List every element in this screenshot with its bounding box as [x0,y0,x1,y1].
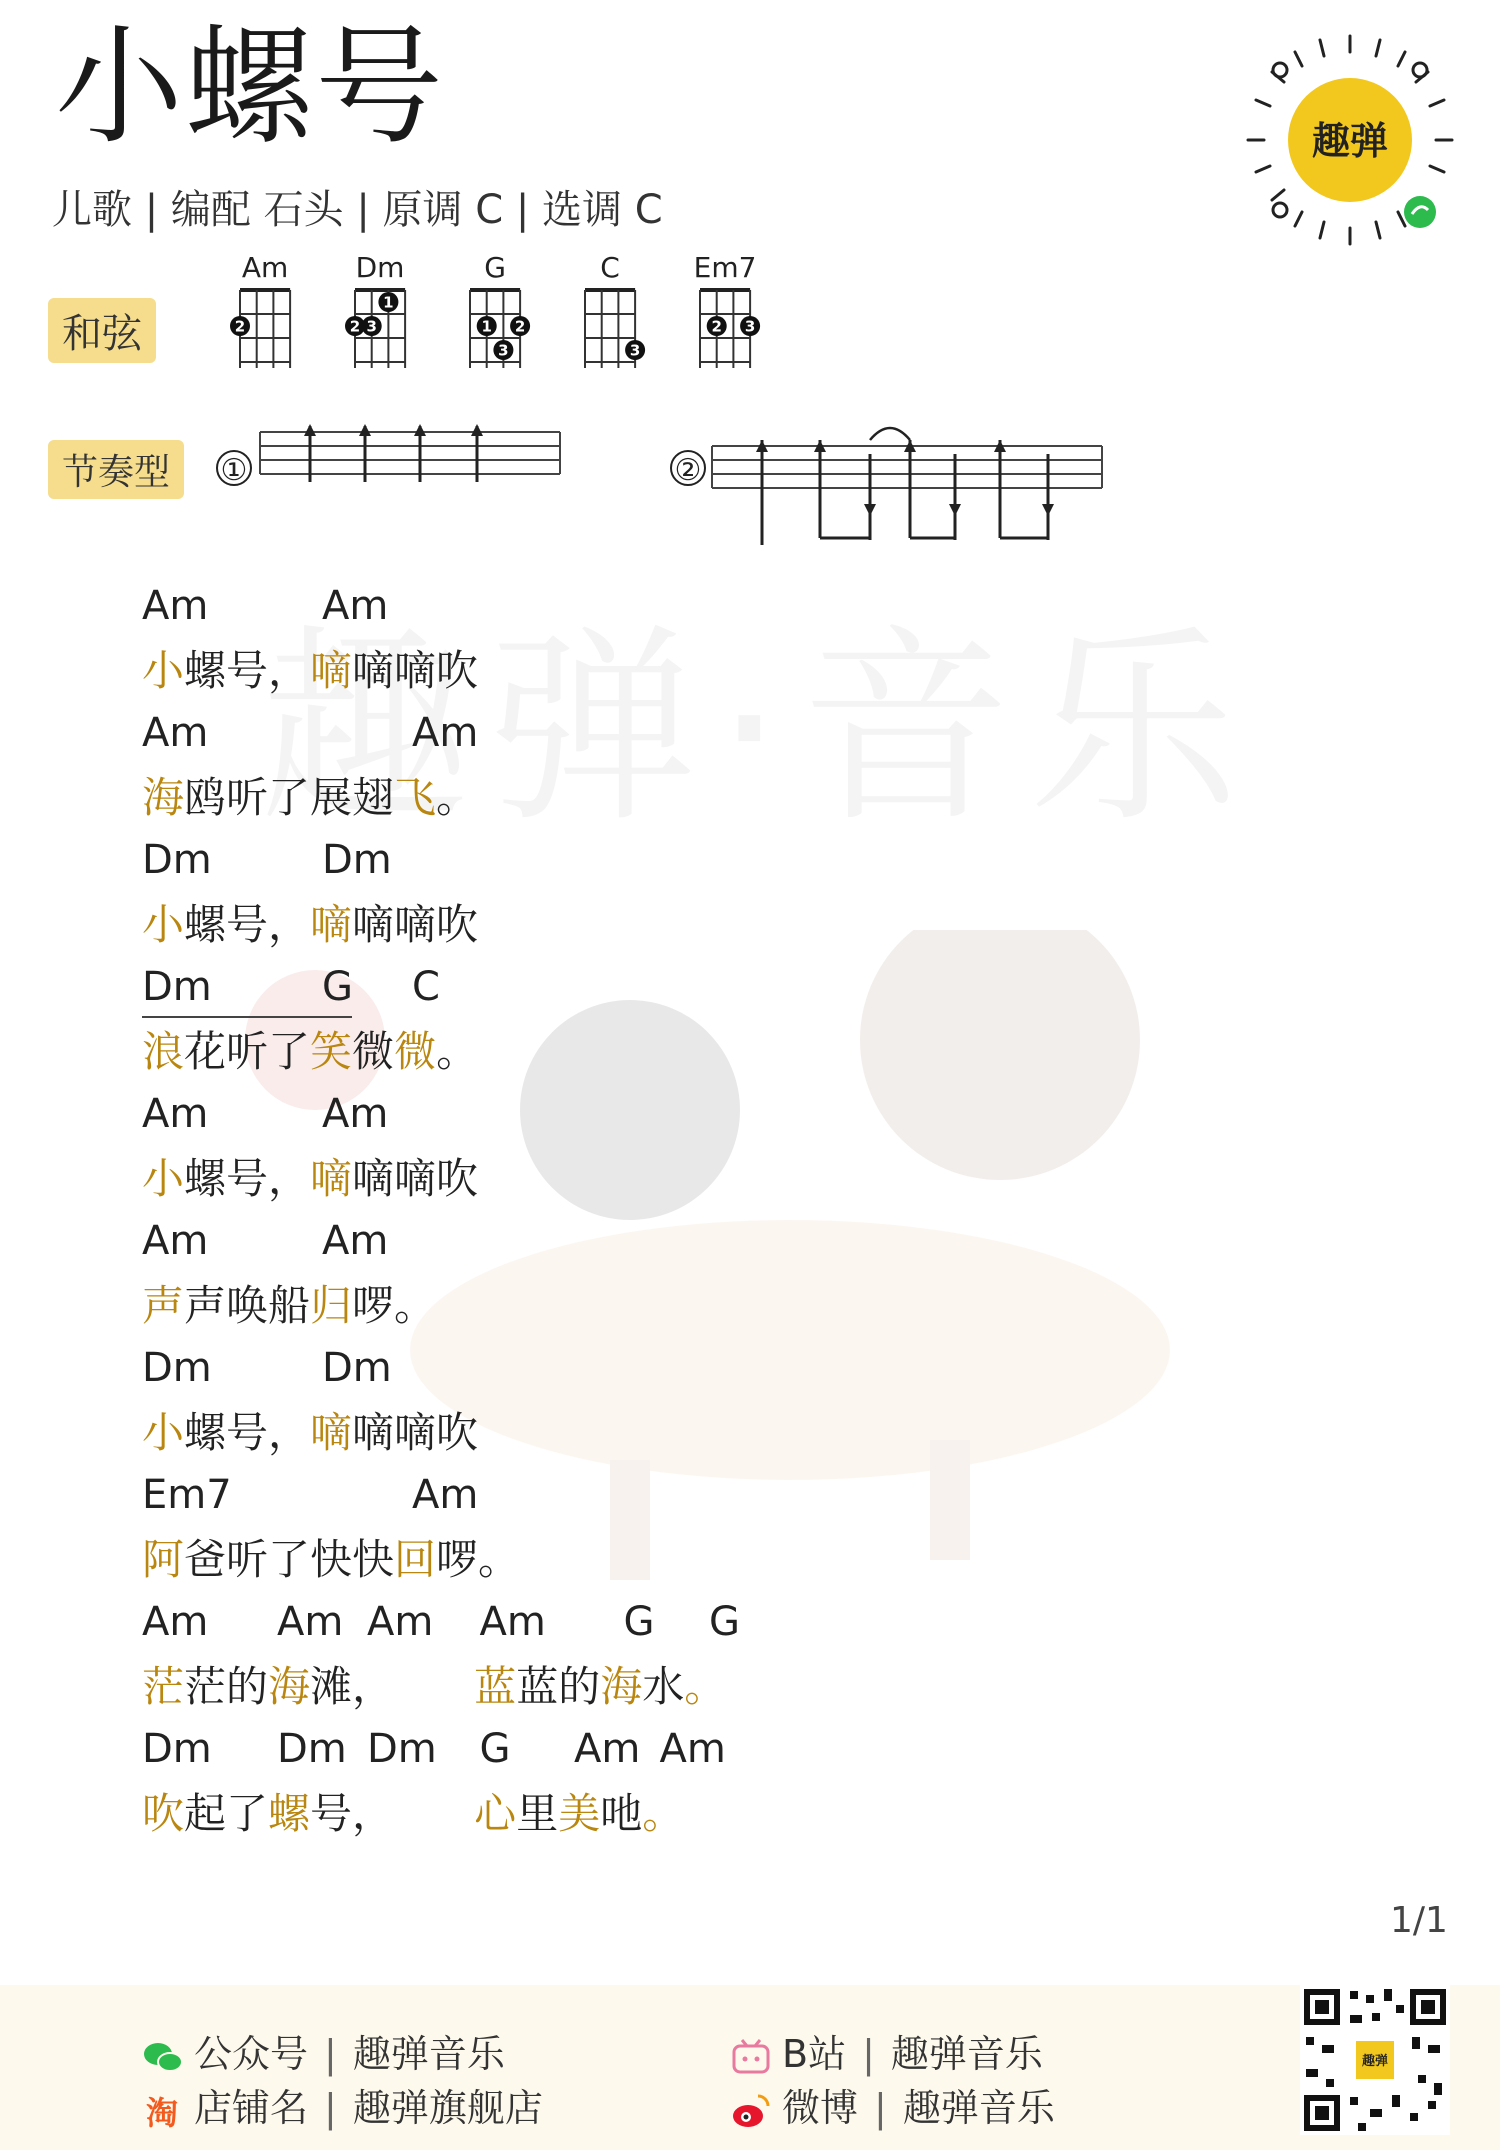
footer [0,1985,1500,2150]
footer-taobao-label: 店铺名 [194,2086,309,2130]
chord-label: Dm [142,1726,212,1772]
finger-number: 3 [629,341,641,360]
lyric-text: 嘀嘀吹 [352,1407,479,1457]
lyric-text: 嘀嘀吹 [352,1153,479,1203]
weibo-icon [730,2090,772,2132]
lyric-text: 蓝的 [516,1661,601,1711]
lyric-text: 螺号， [184,899,311,949]
finger-number: 1 [481,317,492,336]
lyric-line [142,1020,726,1084]
chord-diagram-am [230,255,290,368]
rhythm-2-label: ② [674,453,702,488]
chord-label: Am [142,1218,209,1264]
chord-label: Am [659,1726,726,1772]
lyric-line [142,1274,726,1338]
separator: | [862,2032,875,2076]
footer-bilibili-label: B站 [782,2032,847,2076]
separator: | [874,2086,887,2130]
lyric-line [142,893,726,957]
chord-diagram-em7 [694,255,760,368]
chord-name: Am [241,255,289,284]
quzhan-logo-icon [1240,30,1460,250]
chord-line [142,1591,740,1655]
chord-label: C [412,964,440,1010]
lyric-highlight: 小 [142,899,185,949]
chord-label: Am [142,1599,209,1645]
lyric-line [142,1655,726,1719]
chord-label: Dm [322,1345,392,1391]
lyric-highlight: 飞 [394,772,437,822]
lyric-text: 微 [352,1026,395,1076]
lyric-highlight: 嘀 [310,899,353,949]
chord-label: Am [412,1472,479,1518]
finger-number: 1 [383,293,394,312]
footer-taobao[interactable] [142,2077,543,2132]
rhythm-tag: 节奏型 [48,440,184,499]
footer-wechat-label: 公众号 [194,2032,309,2076]
lyric-highlight: 海 [142,772,185,822]
footer-weibo-value: 趣弹音乐 [902,2086,1055,2130]
lyric-highlight: 小 [142,1153,185,1203]
chord-label: G [322,964,353,1010]
chord-diagram-g [470,255,530,368]
lyric-highlight: 小 [142,1407,185,1457]
song-title: 小螺号 [55,13,446,162]
lyric-highlight: 声 [142,1280,185,1330]
lyric-highlight: 微 [394,1026,437,1076]
chord-name: C [600,255,620,284]
qr-code-icon [1300,1985,1450,2135]
lyric-text: 起了 [184,1788,269,1838]
lyric-highlight: 海 [268,1661,311,1711]
bilibili-icon [730,2036,772,2078]
lyric-text [394,1662,474,1711]
chord-label: Dm [142,837,212,883]
lyric-highlight: 回 [394,1534,437,1584]
rhythm-patterns [210,420,1110,560]
chord-label: Am [367,1599,434,1645]
lyric-text: 嘀嘀吹 [352,645,479,695]
lyric-highlight: 美 [558,1788,601,1838]
lyric-highlight: 小 [142,645,185,695]
lyric-line [142,1528,726,1592]
separator: | [324,2032,337,2076]
phrase-underline [142,1016,352,1018]
chord-label: Dm [142,964,212,1010]
chord-label: Dm [142,1345,212,1391]
chord-line [142,829,726,893]
chord-line [142,956,726,1020]
separator: | [324,2086,337,2130]
chord-label: Am [142,583,209,629]
footer-taobao-value: 趣弹旗舰店 [352,2086,543,2130]
chord-line [142,1464,726,1528]
lyric-highlight: 海 [600,1661,643,1711]
chord-line [142,1337,726,1401]
lyric-text: 花听了 [184,1026,311,1076]
lyric-highlight: 心 [474,1788,517,1838]
finger-number: 2 [711,317,722,336]
lyric-highlight: 嘀 [310,1407,353,1457]
chord-label: Am [574,1726,641,1772]
lyric-text: 里 [516,1788,559,1838]
chord-label: Am [277,1599,344,1645]
lyric-highlight: 嘀 [310,645,353,695]
song-subtitle: 儿歌 | 编配 石头 | 原调 C | 选调 C [52,187,663,233]
lyric-text: 螺号， [184,645,311,695]
logo-text: 趣弹 [1311,119,1389,163]
chord-label: Am [142,1091,209,1137]
chord-label: G [709,1599,740,1645]
lyric-line [142,766,726,830]
chord-label: Am [322,1091,389,1137]
chord-diagram-c [585,255,645,368]
lyric-highlight: 阿 [142,1534,185,1584]
lyric-highlight: 笑 [310,1026,353,1076]
lyric-text: 啰。 [436,1534,521,1584]
chord-label: Am [142,710,209,756]
lyric-text: 。 [436,772,479,822]
chord-label: Dm [322,837,392,883]
lyric-highlight: 茫 [142,1661,185,1711]
lyric-highlight: 。 [642,1788,685,1838]
finger-number: 2 [234,317,246,336]
lyric-text: 吔 [600,1788,643,1838]
lyric-highlight: 浪 [142,1026,185,1076]
lyric-text: 水 [642,1661,685,1711]
finger-number: 3 [744,317,756,336]
lyric-line [142,1782,726,1846]
chord-diagram-dm [345,255,405,368]
lyric-highlight: 。 [684,1661,727,1711]
chord-line [142,702,726,766]
rhythm-1-label: ① [220,453,248,488]
footer-weibo[interactable] [730,2077,1055,2132]
lyric-line [142,639,726,703]
finger-number: 3 [366,317,377,336]
taobao-icon [142,2090,184,2132]
chord-label: Am [322,583,389,629]
footer-weibo-label: 微博 [782,2086,859,2130]
lyrics-block [142,575,740,1845]
finger-number: 3 [498,341,509,360]
lyric-highlight: 归 [310,1280,353,1330]
lyric-text: 鸥听了展翅 [184,772,395,822]
chord-label: G [479,1726,511,1772]
finger-number: 2 [514,317,526,336]
lyric-text: 茫的 [184,1661,269,1711]
finger-number: 2 [349,317,361,336]
chord-label: Dm [367,1726,437,1772]
qr-logo-text: 趣弹 [1361,2054,1389,2069]
wechat-icon [142,2036,184,2078]
lyric-highlight: 蓝 [474,1661,517,1711]
chord-label: Dm [277,1726,347,1772]
lyric-text: 。 [436,1026,479,1076]
chord-label: Em7 [142,1472,232,1518]
footer-wechat-value: 趣弹音乐 [352,2032,505,2076]
lyric-text: 滩， [310,1661,395,1711]
chord-name: Em7 [693,255,757,284]
lyric-text: 螺号， [184,1153,311,1203]
lyric-text: 号， [310,1788,395,1838]
chord-label: G [623,1599,655,1645]
lyric-highlight: 吹 [142,1788,185,1838]
chord-name: G [484,255,506,284]
rhythm-pattern-2 [671,428,1102,545]
lyric-line [142,1147,726,1211]
chord-label: Am [479,1599,546,1645]
page-number: 1/1 [1390,1900,1448,1941]
chords-tag: 和弦 [48,298,156,363]
chord-line [142,575,726,639]
footer-bilibili[interactable] [730,2023,1043,2078]
lyric-text: 嘀嘀吹 [352,899,479,949]
footer-bilibili-value: 趣弹音乐 [890,2032,1043,2076]
chord-line [142,1718,726,1782]
chord-line [142,1210,726,1274]
lyric-text: 爸听了快快 [184,1534,395,1584]
chord-label: Am [322,1218,389,1264]
chord-diagrams [215,255,815,405]
lyric-text: 啰。 [352,1280,437,1330]
lyric-text: 声唤船 [184,1280,311,1330]
chord-name: Dm [355,255,405,284]
lyric-text [394,1789,474,1838]
svg-text:淘: 淘 [146,2093,179,2132]
footer-wechat[interactable] [142,2023,505,2078]
lyric-highlight: 螺 [268,1788,311,1838]
chord-line [142,1083,726,1147]
chord-label: Am [412,710,479,756]
lyric-line [142,1401,726,1465]
lyric-text: 螺号， [184,1407,311,1457]
lyric-highlight: 嘀 [310,1153,353,1203]
rhythm-pattern-1 [217,424,560,488]
